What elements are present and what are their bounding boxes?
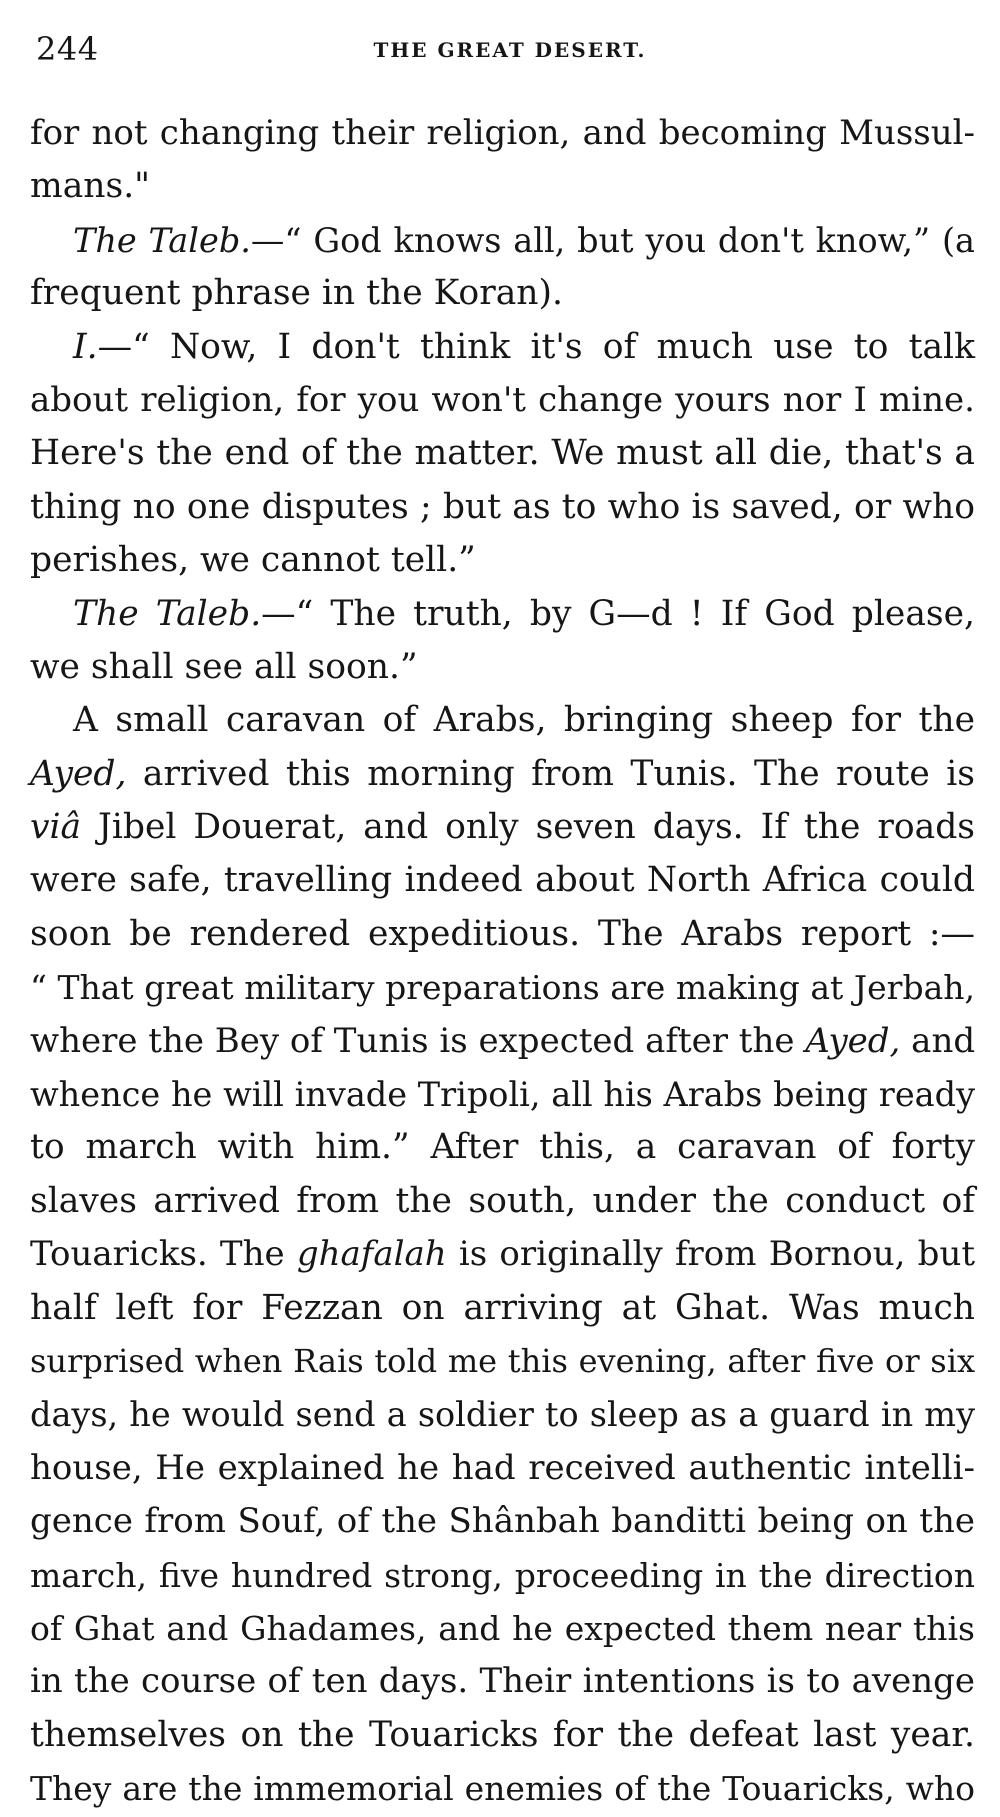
italic-term: Ayed, bbox=[805, 1020, 901, 1061]
text-line: soon be rendered expeditious. The Arabs report :— bbox=[30, 913, 975, 954]
text-line: thing no one disputes ; but as to who is saved, or who bbox=[30, 486, 975, 527]
text-line: The Taleb.—“ The truth, by G—d ! If God please, bbox=[73, 593, 975, 634]
text-line: march, five hundred strong, proceeding in the direction bbox=[30, 1555, 975, 1595]
text-line: were safe, travelling indeed about North Africa could bbox=[30, 860, 975, 901]
text-line: in the course of ten days. Their intentions is to avenge bbox=[30, 1661, 975, 1702]
text-line: perishes, we cannot tell.” bbox=[30, 540, 476, 581]
text-line: to march with him.” After this, a caravan of forty bbox=[30, 1127, 975, 1168]
text-line: Ayed, arrived this morning from Tunis. The route is bbox=[30, 753, 975, 794]
text-line: slaves arrived from the south, under the conduct of bbox=[30, 1180, 975, 1221]
text-line: days, he would send a soldier to sleep as a guard in my bbox=[30, 1395, 975, 1435]
text-line: surprised when Rais told me this evening, after five or six bbox=[30, 1341, 975, 1380]
text-line: viâ Jibel Douerat, and only seven days. If the roads bbox=[30, 807, 975, 848]
running-head: THE GREAT DESERT. bbox=[373, 38, 647, 62]
text-line: of Ghat and Ghadames, and he expected them near this bbox=[30, 1608, 975, 1648]
text-line: mans." bbox=[30, 166, 151, 207]
speaker-label: I. bbox=[73, 326, 98, 367]
text-line: “ That great military preparations are making at Jerbah, bbox=[30, 968, 975, 1008]
italic-term: ghafalah bbox=[296, 1234, 447, 1275]
page-header bbox=[30, 30, 990, 70]
text-line: we shall see all soon.” bbox=[30, 646, 418, 687]
text-line: where the Bey of Tunis is expected after the Ayed, and bbox=[30, 1020, 976, 1061]
text-line: themselves on the Touaricks for the defeat last year. bbox=[30, 1714, 975, 1755]
speaker-label: The Taleb. bbox=[73, 593, 262, 634]
text-line: Here's the end of the matter. We must all die, that's a bbox=[30, 433, 975, 474]
text-line: frequent phrase in the Koran). bbox=[30, 273, 563, 314]
text-line: They are the immemorial enemies of the Touaricks, who bbox=[30, 1769, 975, 1809]
text-line: for not changing their religion, and becoming Mussul- bbox=[30, 113, 975, 153]
text-line: half left for Fezzan on arriving at Ghat. Was much bbox=[30, 1287, 975, 1328]
text-line: about religion, for you won't change yours nor I mine. bbox=[30, 379, 975, 420]
text-line: The Taleb.—“ God knows all, but you don't know,” (a bbox=[73, 220, 975, 260]
text-line: I.—“ Now, I don't think it's of much use to talk bbox=[73, 326, 975, 367]
italic-term: viâ bbox=[30, 807, 82, 848]
text-line: whence he will invade Tripoli, all his Arabs being ready bbox=[30, 1075, 975, 1115]
text-line: Touaricks. The ghafalah is originally from Bornou, but bbox=[30, 1234, 976, 1275]
text-line: gence from Souf, of the Shânbah banditti being on the bbox=[30, 1501, 975, 1542]
text-line: house, He explained he had received authentic intelli- bbox=[30, 1447, 975, 1488]
page-number: 244 bbox=[36, 30, 99, 68]
italic-term: Ayed, bbox=[30, 753, 127, 794]
body-text bbox=[30, 107, 975, 1816]
speaker-label: The Taleb. bbox=[73, 220, 251, 260]
text-line: A small caravan of Arabs, bringing sheep for the bbox=[73, 700, 975, 741]
